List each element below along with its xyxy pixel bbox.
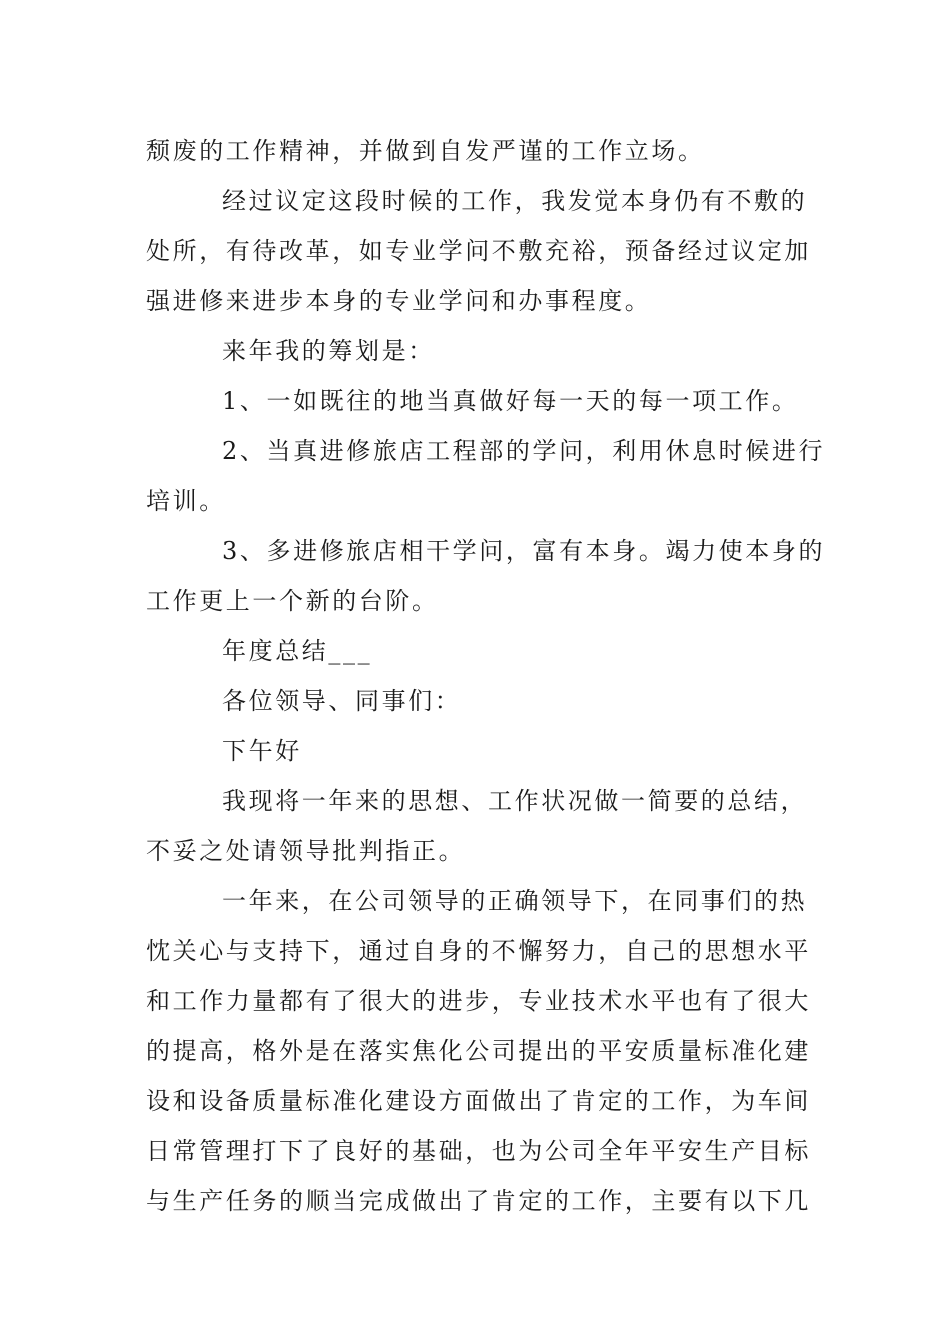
paragraph-first-line: 我现将一年来的思想、工作状况做一简要的总结， bbox=[222, 787, 808, 815]
greeting: 下午好 bbox=[222, 737, 302, 765]
text-line: 和工作力量都有了很大的进步，专业技术水平也有了很大 bbox=[146, 987, 811, 1015]
text-line: 忱关心与支持下，通过自身的不懈努力，自己的思想水平 bbox=[146, 937, 811, 965]
salutation: 各位领导、同事们： bbox=[222, 687, 462, 715]
text-line: 工作更上一个新的台阶。 bbox=[146, 587, 439, 615]
text-line: 不妥之处请领导批判指正。 bbox=[146, 837, 466, 865]
text-line: 培训。 bbox=[146, 487, 226, 515]
paragraph-first-line: 经过议定这段时候的工作，我发觉本身仍有不敷的 bbox=[222, 187, 808, 215]
list-item-1: 1、一如既往的地当真做好每一天的每一项工作。 bbox=[222, 387, 799, 415]
paragraph-first-line: 来年我的筹划是： bbox=[222, 337, 435, 365]
text-line: 设和设备质量标准化建设方面做出了肯定的工作，为车间 bbox=[146, 1087, 811, 1115]
text-line: 与生产任务的顺当完成做出了肯定的工作，主要有以下几 bbox=[146, 1187, 811, 1215]
text-line: 的提高，格外是在落实焦化公司提出的平安质量标准化建 bbox=[146, 1037, 811, 1065]
text-line: 强进修来进步本身的专业学问和办事程度。 bbox=[146, 287, 652, 315]
paragraph-first-line: 一年来，在公司领导的正确领导下，在同事们的热 bbox=[222, 887, 808, 915]
section-heading: 年度总结___ bbox=[222, 637, 373, 665]
text-line: 颓废的工作精神，并做到自发严谨的工作立场。 bbox=[146, 137, 705, 165]
text-line: 处所，有待改革，如专业学问不敷充裕，预备经过议定加 bbox=[146, 237, 811, 265]
text-line: 日常管理打下了良好的基础，也为公司全年平安生产目标 bbox=[146, 1137, 811, 1165]
list-item-3: 3、多进修旅店相干学问，富有本身。竭力使本身的 bbox=[222, 537, 826, 565]
list-item-2: 2、当真进修旅店工程部的学问，利用休息时候进行 bbox=[222, 437, 826, 465]
